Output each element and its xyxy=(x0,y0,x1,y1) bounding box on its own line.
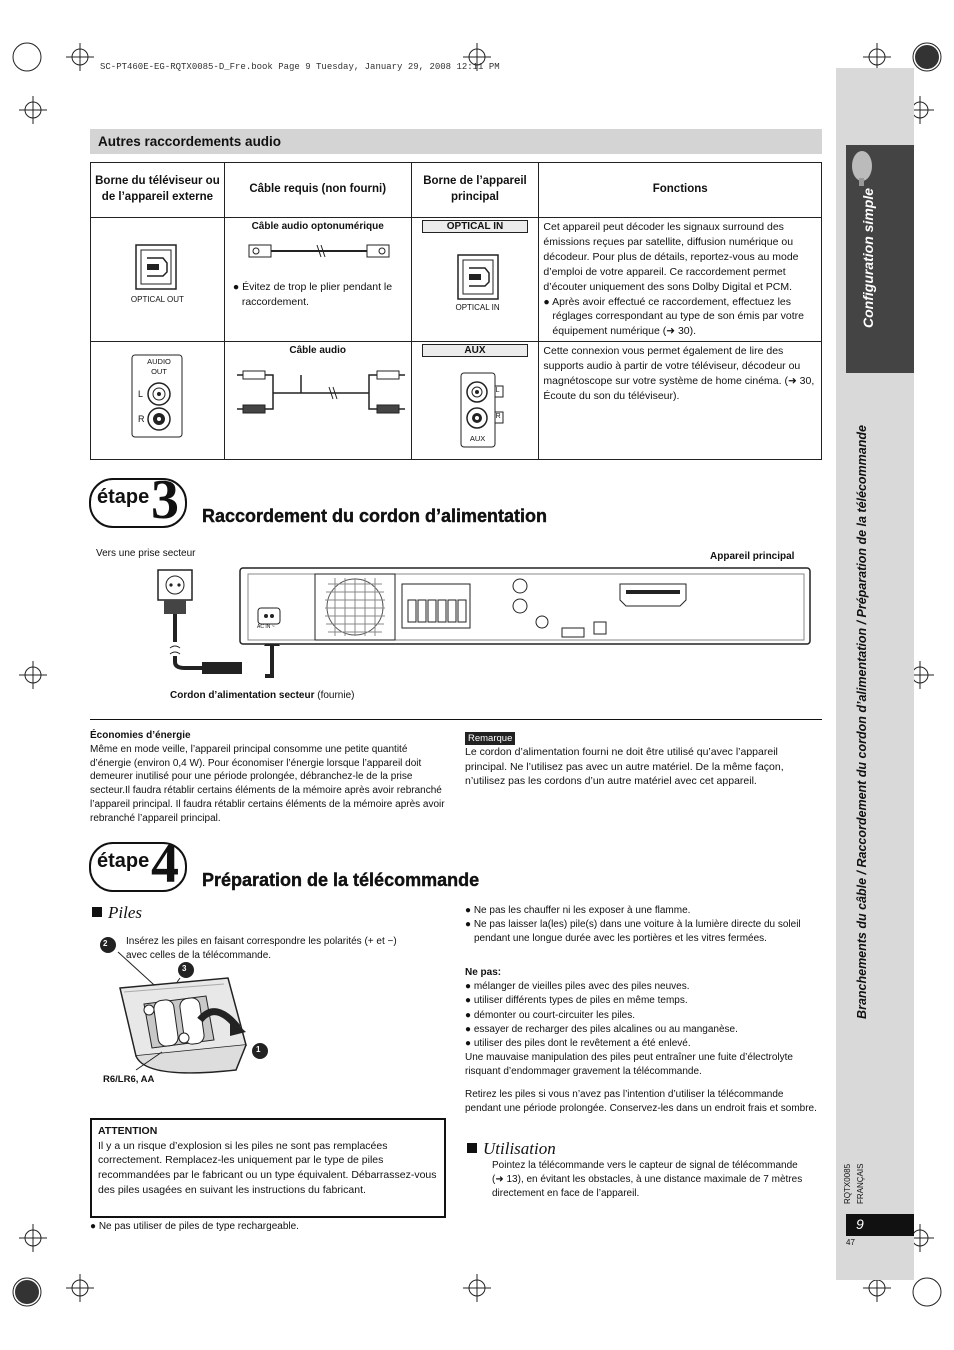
do-not-title: Ne pas: xyxy=(465,967,502,978)
step-word: étape xyxy=(97,850,150,872)
step-1-marker: 1 xyxy=(256,1045,261,1054)
square-bullet-icon xyxy=(467,1143,477,1153)
doc-code: RQTX0085 xyxy=(843,1163,852,1204)
rechargeable-note: ● Ne pas utiliser de piles de type rechargeable. xyxy=(90,1221,299,1232)
step-number: 3 xyxy=(151,469,179,531)
attention-box xyxy=(90,1118,446,1218)
table-header: Borne de l’appareil principal xyxy=(411,163,539,218)
list-item: ● essayer de recharger des piles alcalines ou au manganèse. xyxy=(465,1023,738,1035)
optical-port-icon xyxy=(457,254,499,300)
table-header: Borne du téléviseur ou de l’appareil externe xyxy=(91,163,225,218)
aux-right-label: R xyxy=(495,413,501,421)
page-number: 9 xyxy=(846,1214,914,1236)
outlet-label: Vers une prise secteur xyxy=(96,548,196,559)
optical-out-cell xyxy=(91,218,225,342)
audio-cable-title: Câble audio xyxy=(289,345,347,357)
language-label: FRANÇAIS xyxy=(856,1163,865,1204)
usage-text: Pointez la télécommande vers le capteur de signal de télécommande (➜ 13), en évitant les obstacles, à une distance maximale de 7 mètres directement en face de l’appareil. xyxy=(492,1160,803,1200)
misuse-text: Une mauvaise manipulation des piles peut entraîner une fuite d’électrolyte risquant d’endommager gravement la télécommande. xyxy=(465,1052,793,1078)
table-row xyxy=(91,218,822,342)
optical-cable-drawing xyxy=(243,240,393,262)
section-title: Autres raccordements audio xyxy=(90,129,822,154)
ac-in-label: AC IN ~ xyxy=(257,624,275,630)
table-header: Fonctions xyxy=(539,163,822,218)
audio-out-cell xyxy=(91,342,225,460)
optical-in-cell xyxy=(411,218,539,342)
battery-insert-text: Insérez les piles en faisant correspondre les polarités (+ et −) avec celles de la télécommande. xyxy=(126,936,397,961)
audio-cable-cell xyxy=(224,342,411,460)
step-word: étape xyxy=(97,486,150,508)
list-item: ● mélanger de vieilles piles avec des piles neuves. xyxy=(465,981,690,993)
usage-heading: Utilisation xyxy=(467,1139,556,1159)
list-item: ● utiliser des piles dont le revêtement a été enlevé. xyxy=(465,1037,691,1049)
plug-icon xyxy=(848,148,874,188)
sidebar-title: Configuration simple xyxy=(860,188,876,328)
aux-left-label: L xyxy=(495,387,500,395)
right-channel-label: R xyxy=(138,414,145,425)
optical-function-text: Cet appareil peut décoder les signaux surround des émissions reçues par satellite, diffusion numérique ou décodeur. Pour plus de détails, reportez-vous au mode d’emploi de votre appareil. Ce raccordement permet d’écouter uniquement des sons Dolby Digital et PCM. xyxy=(543,221,799,293)
note-tag: Remarque xyxy=(465,732,515,745)
optical-port-icon xyxy=(135,244,177,290)
list-item: ● démonter ou court-circuiter les piles. xyxy=(465,1009,636,1021)
step4-badge xyxy=(89,833,187,895)
aux-function-cell xyxy=(539,342,822,460)
optical-function-cell xyxy=(539,218,822,342)
energy-saving-title: Économies d’énergie xyxy=(90,730,191,741)
unit-label: Appareil principal xyxy=(710,551,795,562)
optical-out-label: OPTICAL OUT xyxy=(130,295,184,304)
list-item: ● utiliser différents types de piles en même temps. xyxy=(465,995,688,1007)
divider xyxy=(90,719,822,720)
audio-out-label: AUDIO OUT xyxy=(147,357,171,376)
page-number-small: 47 xyxy=(846,1238,855,1247)
energy-saving-block xyxy=(90,729,446,826)
file-header: SC-PT460E-EG-RQTX0085-D_Fre.book Page 9 Tuesday, January 29, 2008 12:11 PM xyxy=(100,62,500,72)
battery-warnings: ● Ne pas les chauffer ni les exposer à une flamme. ● Ne pas laisser la(les) pile(s) dans une voiture à la lumière directe du soleil pendant une longue durée avec les portières et les vitres fermées. xyxy=(465,905,801,944)
table-row xyxy=(91,342,822,460)
square-bullet-icon xyxy=(92,907,102,917)
step-3-marker: 3 xyxy=(182,964,187,973)
audio-cable-drawing xyxy=(235,360,407,424)
step3-badge xyxy=(89,469,187,531)
step3-title: Raccordement du cordon d’alimentation xyxy=(202,506,548,526)
optical-in-box: OPTICAL IN xyxy=(422,220,529,233)
step4-title: Préparation de la télécommande xyxy=(202,870,480,890)
remove-batteries-text: Retirez les piles si vous n’avez pas l’intention d’utiliser la télécommande pendant une période prolongée. Conservez-les dans un endroit frais et sombre. xyxy=(465,1089,817,1115)
attention-text: Il y a un risque d’explosion si les piles ne sont pas remplacées correctement. Remplacez-les uniquement par le type de piles recommandées par le fabricant ou un type équivalent. Débarrassez-vous des piles usagées en suivant les instructions du fabricant. xyxy=(98,1139,437,1196)
batteries-heading: Piles xyxy=(92,903,142,923)
attention-title: ATTENTION xyxy=(98,1125,158,1137)
aux-label: AUX xyxy=(469,434,486,444)
step-number: 4 xyxy=(151,833,179,895)
optical-function-bullet: ● Après avoir effectué ce raccordement, effectuez les réglages correspondant au type de son émis par votre équipement numérique (➜ 30). xyxy=(543,295,804,338)
left-channel-label: L xyxy=(138,389,144,400)
do-not-list xyxy=(465,966,821,1080)
aux-cell xyxy=(411,342,539,460)
table-header-row xyxy=(91,163,822,218)
sidebar-chapter: Branchements du câble / Raccordement du cordon d’alimentation / Préparation de la télécommande xyxy=(855,425,869,1019)
optical-cable-cell xyxy=(224,218,411,342)
optical-cable-title: Câble audio optonumérique xyxy=(251,221,384,232)
power-cord-label: Cordon d’alimentation secteur (fournie) xyxy=(170,690,355,701)
step-2-marker: 2 xyxy=(103,939,108,948)
battery-type-label: R6/LR6, AA xyxy=(103,1074,155,1085)
aux-box: AUX xyxy=(422,344,529,357)
connection-table xyxy=(90,162,822,460)
aux-function-text: Cette connexion vous permet également de lire des supports audio à partir de votre téléviseur, décodeur ou magnétoscope sur votre système de home cinéma. (➜ 30, Écoute du son du téléviseur). xyxy=(543,345,815,402)
note-block xyxy=(465,731,821,789)
energy-saving-text: Même en mode veille, l’appareil principal consomme une petite quantité d’énergie (environ 0,4 W). Pour économiser l’énergie lorsque l’appareil doit demeurer inutilisé pour une période prolongée, débranchez-le de la prise secteur.Il faudra rétablir certains éléments de la mémoire après avoir rebranché l’appareil principal. Il faudra rétablir certains éléments de la mémoire après avoir rebranché l’appareil principal. xyxy=(90,743,445,824)
cable-bend-note: ● Évitez de trop le plier pendant le raccordement. xyxy=(232,281,393,308)
power-connection-diagram xyxy=(150,564,812,690)
optical-in-label: OPTICAL IN xyxy=(455,303,500,312)
table-header: Câble requis (non fourni) xyxy=(224,163,411,218)
note-text: Le cordon d’alimentation fourni ne doit être utilisé qu’avec l’appareil principal. Ne l’utilisez pas avec un autre matériel. De la même façon, n’utilisez pas les cordons d’un autre matériel avec cet appareil. xyxy=(465,746,784,788)
